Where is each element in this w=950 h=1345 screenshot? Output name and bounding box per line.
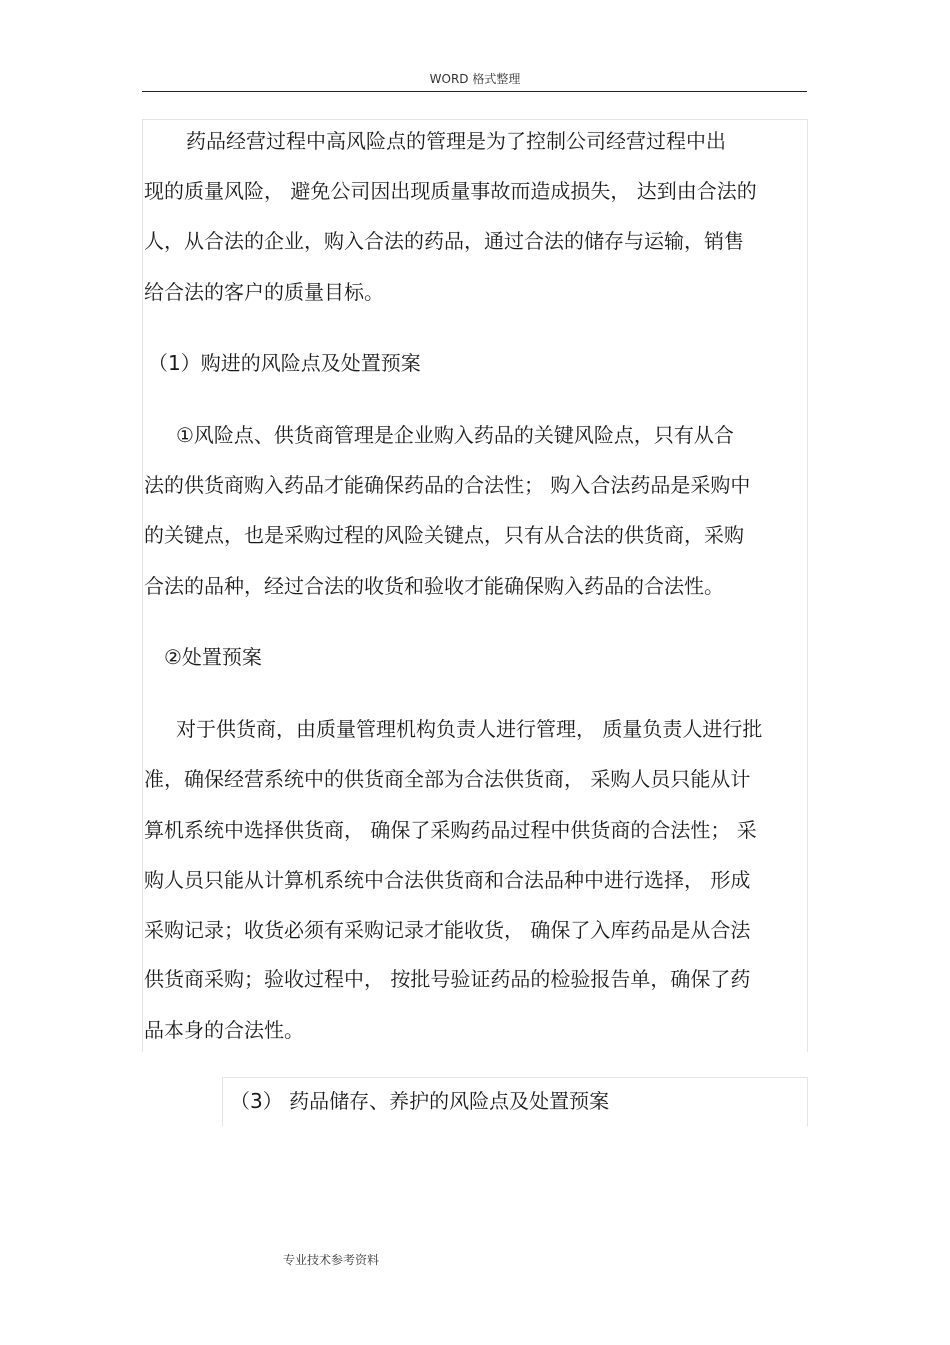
paragraph-line: 法的供货商购入药品才能确保药品的合法性； 购入合法药品是采购中 [144,473,751,497]
header-divider [142,91,807,92]
intro-line: 给合法的客户的质量目标。 [144,280,384,304]
intro-line: 人，从合法的企业，购入合法的药品，通过合法的储存与运输，销售 [144,229,744,253]
paragraph-line: 购人员只能从计算机系统中合法供货商和合法品种中进行选择， 形成 [144,868,751,892]
paragraph-line: 准，确保经营系统中的供货商全部为合法供货商， 采购人员只能从计 [144,767,751,791]
paragraph-line: 采购记录；收货必须有采购记录才能收货， 确保了入库药品是从合法 [144,918,751,942]
section-heading: （3） 药品储存、养护的风险点及处置预案 [230,1089,610,1113]
paragraph-line: 供货商采购；验收过程中， 按批号验证药品的检验报告单，确保了药 [144,967,751,991]
subsection-heading: ②处置预案 [164,645,262,669]
paragraph-line: 对于供货商，由质量管理机构负责人进行管理， 质量负责人进行批 [176,717,763,741]
intro-line: 现的质量风险， 避免公司因出现质量事故而造成损失， 达到由合法的 [144,179,757,203]
paragraph-line: 的关键点，也是采购过程的风险关键点，只有从合法的供货商，采购 [144,523,744,547]
paragraph-line: 品本身的合法性。 [144,1018,304,1042]
page-header: WORD 格式整理 [429,72,521,86]
page-footer: 专业技术参考资料 [283,1253,380,1267]
paragraph-line: 算机系统中选择供货商， 确保了采购药品过程中供货商的合法性； 采 [144,818,757,842]
intro-line: 药品经营过程中高风险点的管理是为了控制公司经营过程中出 [186,129,726,153]
paragraph-line: 合法的品种，经过合法的收货和验收才能确保购入药品的合法性。 [144,574,724,598]
paragraph-line: ①风险点、供货商管理是企业购入药品的关键风险点，只有从合 [176,423,734,447]
section-heading: （1）购进的风险点及处置预案 [148,351,421,375]
